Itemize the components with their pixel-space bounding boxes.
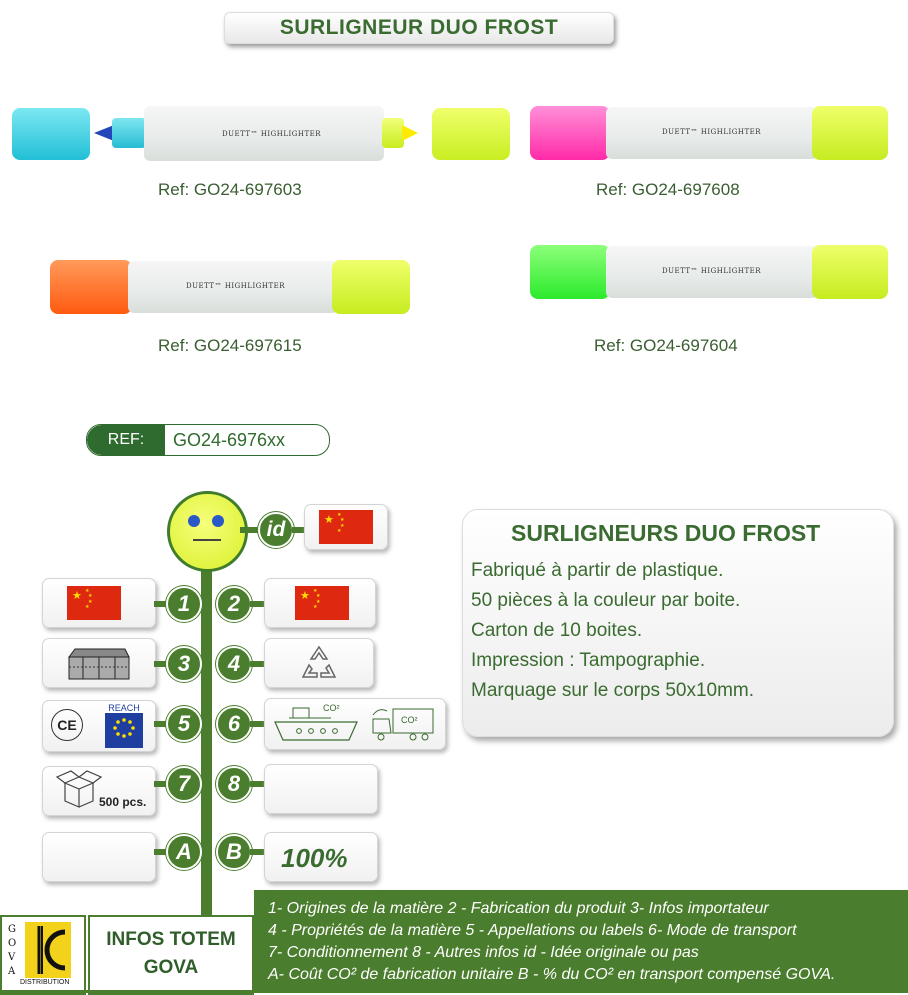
smiley-eye-left [188, 515, 200, 527]
marker-brand: DUETT™ HIGHLIGHTER [662, 267, 762, 275]
china-flag-icon [295, 586, 349, 620]
box-2 [264, 578, 376, 628]
flag-star: ★ [88, 599, 93, 605]
box-id [304, 504, 388, 550]
marker-brand: DUETT™ HIGHLIGHTER [222, 130, 322, 138]
ce-mark-text: CE [57, 717, 77, 733]
cap-left-green [530, 245, 610, 299]
badge-id: id [258, 512, 294, 548]
cap-right-yellow [432, 108, 510, 160]
box-6 [264, 698, 446, 750]
flag-star: ★ [340, 523, 345, 529]
product-image-4 [530, 245, 890, 301]
flag-star: ★ [340, 517, 345, 523]
legend-line: 7- Conditionnement 8 - Autres infos id - Idée originale ou pas [268, 944, 699, 961]
badge-8: 8 [216, 766, 252, 802]
product-image-1 [12, 104, 512, 164]
china-flag-icon [319, 510, 373, 544]
infos-totem-box [88, 915, 254, 995]
logo-sub: DISTRIBUTION [20, 979, 70, 986]
marker-brand: DUETT™ HIGHLIGHTER [186, 282, 286, 290]
tip-left [94, 125, 114, 141]
legend-line: 1- Origines de la matière 2 - Fabrication du produit 3- Infos importateur [268, 900, 769, 917]
product-image-2 [530, 106, 890, 162]
cap-left-cyan [12, 108, 90, 160]
truck-icon [369, 705, 439, 745]
legend-line: A- Coût CO² de fabrication unitaire B - % du CO² en transport compensé GOVA. [268, 966, 836, 983]
card-line: Marquage sur le corps 50x10mm. [471, 680, 755, 701]
tip-right [402, 125, 418, 141]
card-line: Impression : Tampographie. [471, 650, 706, 671]
treasure-chest-icon [63, 643, 133, 683]
box-icon [53, 769, 105, 809]
box-7 [42, 766, 156, 816]
logo-letters-text: GOVA [8, 924, 17, 977]
logo-letters [8, 923, 18, 979]
flag-star: ★ [85, 604, 90, 610]
china-flag-icon [67, 586, 121, 620]
box-4 [264, 638, 374, 688]
info-card [462, 509, 894, 737]
box-3 [42, 638, 156, 688]
flag-star: ★ [72, 590, 82, 602]
flag-star: ★ [313, 604, 318, 610]
cap-left-pink [530, 106, 610, 160]
nib-left [112, 118, 146, 148]
badge-6: 6 [216, 706, 252, 742]
flag-star: ★ [85, 588, 90, 594]
legend-line: 4 - Propriétés de la matière 5 - Appellations ou labels 6- Mode de transport [268, 922, 797, 939]
flag-star: ★ [88, 593, 93, 599]
flag-star: ★ [337, 528, 342, 534]
flag-star: ★ [324, 514, 334, 526]
eu-reach-icon [105, 704, 143, 748]
box-1 [42, 578, 156, 628]
card-line: Fabriqué à partir de plastique. [471, 560, 724, 581]
cap-left-orange [50, 260, 132, 314]
flag-star: ★ [313, 588, 318, 594]
ref-pill-label: REF: [87, 425, 165, 455]
badge-7: 7 [166, 766, 202, 802]
flag-star: ★ [316, 599, 321, 605]
totem-pole [201, 560, 212, 935]
box-a [42, 832, 156, 882]
smiley-eye-right [212, 515, 224, 527]
product-ref-1: Ref: GO24-697603 [158, 180, 302, 199]
card-line: Carton de 10 boites. [471, 620, 643, 641]
co2-label-boat: CO² [323, 703, 340, 713]
badge-a: A [166, 834, 202, 870]
box-5 [42, 700, 156, 752]
ce-mark-icon [51, 709, 83, 741]
nib-right [382, 118, 404, 148]
smiley-mouth [193, 539, 221, 541]
pieces-label: 500 pcs. [99, 795, 147, 809]
product-ref-4: Ref: GO24-697604 [594, 336, 738, 355]
boat-icon [271, 702, 361, 746]
card-title: SURLIGNEURS DUO FROST [511, 520, 821, 546]
flag-star: ★ [300, 590, 310, 602]
product-ref-2: Ref: GO24-697608 [596, 180, 740, 199]
cap-right-yellow [812, 245, 888, 299]
cap-right-yellow [332, 260, 410, 314]
flag-star: ★ [316, 593, 321, 599]
legend-panel [254, 890, 908, 993]
flag-star: ★ [337, 512, 342, 518]
page-title [224, 12, 614, 44]
marker-brand: DUETT™ HIGHLIGHTER [662, 128, 762, 136]
cap-right-yellow [812, 106, 888, 160]
box-8 [264, 764, 378, 814]
badge-b: B [216, 834, 252, 870]
card-line: 50 pièces à la couleur par boite. [471, 590, 741, 611]
product-ref-3: Ref: GO24-697615 [158, 336, 302, 355]
badge-3: 3 [166, 646, 202, 682]
infos-line-1: INFOS TOTEM [106, 929, 236, 950]
ref-pill [86, 424, 330, 456]
smiley-icon [167, 491, 248, 572]
infos-line-2: GOVA [143, 957, 199, 978]
box-b [264, 832, 378, 882]
gova-logo [0, 915, 86, 995]
badge-4: 4 [216, 646, 252, 682]
eu-stars [105, 714, 143, 748]
ref-pill-value: GO24-6976xx [173, 430, 286, 450]
badge-2: 2 [216, 586, 252, 622]
page-title-text: SURLIGNEUR DUO FROST [279, 16, 559, 39]
badge-5: 5 [166, 706, 202, 742]
percent-label: 100% [281, 843, 348, 873]
co2-label-truck: CO² [401, 715, 418, 725]
reach-label: REACH [105, 703, 143, 713]
badge-1: 1 [166, 586, 202, 622]
product-image-3 [50, 260, 412, 316]
recycle-icon [297, 643, 341, 683]
